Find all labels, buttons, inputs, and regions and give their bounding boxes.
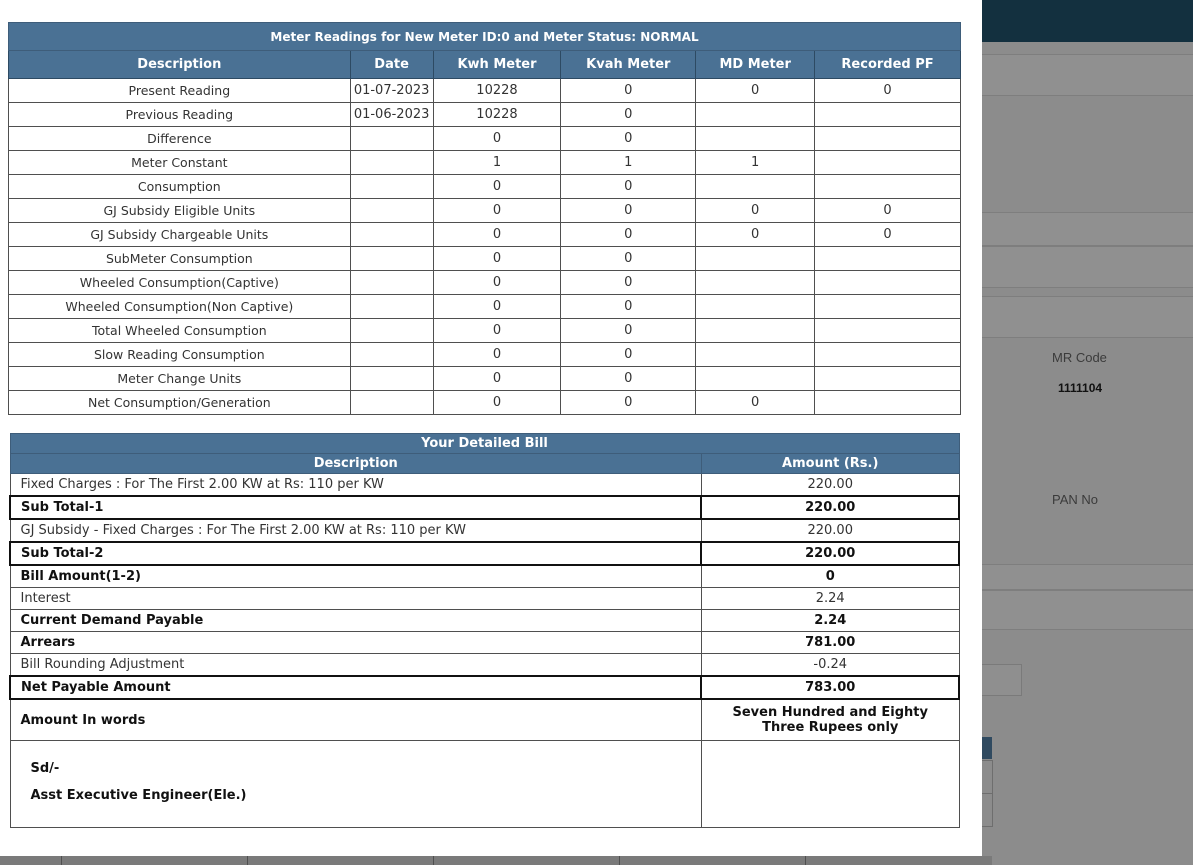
- meter-cell-date: [350, 127, 433, 151]
- meter-cell-date: [350, 175, 433, 199]
- meter-cell-date: 01-07-2023: [350, 79, 433, 103]
- bill-row: [10, 519, 959, 542]
- amount-in-words-label: Amount In words: [10, 699, 701, 741]
- background-band: [982, 564, 1193, 590]
- bill-row-label: Fixed Charges : For The First 2.00 KW at Rs: 110 per KW: [10, 474, 701, 497]
- meter-cell-description: Present Reading: [9, 79, 351, 103]
- meter-cell-md-meter: 1: [696, 151, 815, 175]
- meter-cell-description: Wheeled Consumption(Captive): [9, 271, 351, 295]
- meter-cell-recorded-pf: [815, 271, 961, 295]
- meter-cell-kwh-meter: 10228: [433, 103, 561, 127]
- bill-row-label: Current Demand Payable: [10, 610, 701, 632]
- meter-cell-date: [350, 247, 433, 271]
- meter-cell-recorded-pf: [815, 295, 961, 319]
- bill-row-amount: 783.00: [701, 676, 959, 699]
- meter-cell-kwh-meter: 0: [433, 343, 561, 367]
- meter-cell-kvah-meter: 0: [561, 367, 696, 391]
- meter-cell-recorded-pf: [815, 391, 961, 415]
- meter-cell-md-meter: 0: [696, 223, 815, 247]
- meter-row: [9, 343, 961, 367]
- bill-row-amount: 220.00: [701, 519, 959, 542]
- background-band: [982, 212, 1193, 246]
- meter-cell-md-meter: 0: [696, 199, 815, 223]
- background-band: [982, 590, 1193, 630]
- meter-row: [9, 271, 961, 295]
- meter-cell-date: [350, 391, 433, 415]
- meter-row: [9, 151, 961, 175]
- mr-code-value: 1111104: [1058, 381, 1103, 395]
- meter-cell-kwh-meter: 0: [433, 199, 561, 223]
- meter-cell-kwh-meter: 0: [433, 271, 561, 295]
- meter-row: [9, 295, 961, 319]
- bill-row-amount: 781.00: [701, 632, 959, 654]
- meter-cell-recorded-pf: [815, 151, 961, 175]
- meter-cell-date: [350, 271, 433, 295]
- meter-cell-description: Meter Constant: [9, 151, 351, 175]
- column-header-description: Description: [10, 454, 701, 474]
- meter-cell-kwh-meter: 0: [433, 127, 561, 151]
- bill-row: [10, 588, 959, 610]
- meter-cell-date: [350, 367, 433, 391]
- meter-cell-description: Difference: [9, 127, 351, 151]
- meter-cell-kwh-meter: 0: [433, 319, 561, 343]
- column-header-recorded-pf: Recorded PF: [815, 51, 961, 79]
- meter-cell-date: [350, 199, 433, 223]
- detailed-bill-title: Your Detailed Bill: [10, 434, 959, 454]
- background-table-header: [982, 737, 992, 759]
- meter-cell-kvah-meter: 0: [561, 223, 696, 247]
- meter-cell-md-meter: 0: [696, 391, 815, 415]
- meter-row: [9, 391, 961, 415]
- meter-cell-kwh-meter: 0: [433, 367, 561, 391]
- bill-row-amount: -0.24: [701, 654, 959, 677]
- meter-cell-recorded-pf: [815, 127, 961, 151]
- meter-cell-recorded-pf: 0: [815, 199, 961, 223]
- meter-row: [9, 319, 961, 343]
- bill-row-label: GJ Subsidy - Fixed Charges : For The First 2.00 KW at Rs: 110 per KW: [10, 519, 701, 542]
- bill-row-label: Interest: [10, 588, 701, 610]
- meter-cell-recorded-pf: [815, 175, 961, 199]
- meter-cell-md-meter: 0: [696, 79, 815, 103]
- meter-row: [9, 175, 961, 199]
- meter-cell-kvah-meter: 0: [561, 343, 696, 367]
- meter-row: [9, 127, 961, 151]
- meter-cell-description: Consumption: [9, 175, 351, 199]
- bill-row-label: Net Payable Amount: [10, 676, 701, 699]
- meter-row: [9, 103, 961, 127]
- meter-cell-md-meter: [696, 103, 815, 127]
- bill-row: [10, 496, 959, 519]
- bill-row: [10, 632, 959, 654]
- meter-cell-kvah-meter: 0: [561, 319, 696, 343]
- bill-row: [10, 565, 959, 588]
- meter-cell-description: GJ Subsidy Eligible Units: [9, 199, 351, 223]
- background-input[interactable]: [982, 664, 1022, 696]
- meter-cell-kvah-meter: 0: [561, 103, 696, 127]
- meter-cell-md-meter: [696, 127, 815, 151]
- meter-readings-title: Meter Readings for New Meter ID:0 and Meter Status: NORMAL: [9, 23, 961, 51]
- signature-block: [10, 741, 701, 828]
- meter-cell-date: [350, 151, 433, 175]
- column-header-amount: Amount (Rs.): [701, 454, 959, 474]
- background-band: [982, 296, 1193, 338]
- meter-row: [9, 367, 961, 391]
- meter-cell-date: [350, 223, 433, 247]
- bill-row-label: Sub Total-2: [10, 542, 701, 565]
- meter-row: [9, 79, 961, 103]
- signature-empty-cell: [701, 741, 959, 828]
- meter-cell-kvah-meter: 0: [561, 247, 696, 271]
- meter-cell-kvah-meter: 1: [561, 151, 696, 175]
- meter-cell-kvah-meter: 0: [561, 271, 696, 295]
- meter-row: [9, 247, 961, 271]
- meter-cell-kwh-meter: 0: [433, 295, 561, 319]
- meter-cell-md-meter: [696, 319, 815, 343]
- meter-cell-kvah-meter: 0: [561, 79, 696, 103]
- meter-cell-description: GJ Subsidy Chargeable Units: [9, 223, 351, 247]
- meter-cell-description: Wheeled Consumption(Non Captive): [9, 295, 351, 319]
- bill-row-label: Bill Amount(1-2): [10, 565, 701, 588]
- bill-row-amount: 2.24: [701, 610, 959, 632]
- bill-row: [10, 654, 959, 677]
- meter-cell-description: Net Consumption/Generation: [9, 391, 351, 415]
- meter-cell-kwh-meter: 10228: [433, 79, 561, 103]
- meter-cell-kwh-meter: 0: [433, 223, 561, 247]
- bill-row-amount: 2.24: [701, 588, 959, 610]
- meter-cell-recorded-pf: 0: [815, 79, 961, 103]
- bill-row-label: Sub Total-1: [10, 496, 701, 519]
- meter-cell-kvah-meter: 0: [561, 127, 696, 151]
- meter-cell-md-meter: [696, 247, 815, 271]
- meter-cell-description: SubMeter Consumption: [9, 247, 351, 271]
- meter-cell-recorded-pf: [815, 103, 961, 127]
- designation-text: Asst Executive Engineer(Ele.): [30, 788, 247, 803]
- meter-row: [9, 223, 961, 247]
- meter-cell-date: [350, 343, 433, 367]
- meter-cell-kwh-meter: 0: [433, 247, 561, 271]
- signature-text: Sd/-: [30, 761, 60, 776]
- column-header-kvah-meter: Kvah Meter: [561, 51, 696, 79]
- meter-cell-recorded-pf: [815, 367, 961, 391]
- bill-row: [10, 676, 959, 699]
- bill-row: [10, 474, 959, 497]
- mr-code-label: MR Code: [1052, 350, 1107, 365]
- bill-row-amount: 220.00: [701, 496, 959, 519]
- column-header-description: Description: [9, 51, 351, 79]
- meter-cell-kvah-meter: 0: [561, 391, 696, 415]
- detailed-bill-table: [9, 433, 960, 828]
- column-header-date: Date: [350, 51, 433, 79]
- background-header-bar: [982, 0, 1193, 42]
- meter-cell-date: 01-06-2023: [350, 103, 433, 127]
- background-table-cell: [982, 760, 993, 794]
- bill-row: [10, 610, 959, 632]
- meter-row: [9, 199, 961, 223]
- meter-readings-table: [8, 22, 961, 415]
- meter-cell-kvah-meter: 0: [561, 199, 696, 223]
- meter-cell-md-meter: [696, 175, 815, 199]
- meter-cell-kvah-meter: 0: [561, 175, 696, 199]
- meter-cell-kvah-meter: 0: [561, 295, 696, 319]
- meter-cell-recorded-pf: [815, 247, 961, 271]
- meter-cell-description: Previous Reading: [9, 103, 351, 127]
- bill-row-label: Bill Rounding Adjustment: [10, 654, 701, 677]
- meter-cell-kwh-meter: 0: [433, 175, 561, 199]
- meter-cell-kwh-meter: 1: [433, 151, 561, 175]
- bill-row-label: Arrears: [10, 632, 701, 654]
- meter-cell-recorded-pf: 0: [815, 223, 961, 247]
- bill-row-amount: 220.00: [701, 542, 959, 565]
- bill-row-amount: 220.00: [701, 474, 959, 497]
- column-header-md-meter: MD Meter: [696, 51, 815, 79]
- bill-row-amount: 0: [701, 565, 959, 588]
- meter-cell-recorded-pf: [815, 319, 961, 343]
- meter-cell-description: Slow Reading Consumption: [9, 343, 351, 367]
- meter-cell-description: Total Wheeled Consumption: [9, 319, 351, 343]
- background-band: [982, 246, 1193, 288]
- background-bottom-strip: [0, 856, 992, 865]
- meter-cell-kwh-meter: 0: [433, 391, 561, 415]
- bill-row: [10, 542, 959, 565]
- meter-cell-md-meter: [696, 367, 815, 391]
- meter-cell-md-meter: [696, 343, 815, 367]
- meter-cell-md-meter: [696, 271, 815, 295]
- pan-no-label: PAN No: [1052, 492, 1098, 507]
- meter-cell-description: Meter Change Units: [9, 367, 351, 391]
- meter-cell-date: [350, 295, 433, 319]
- meter-cell-date: [350, 319, 433, 343]
- meter-cell-md-meter: [696, 295, 815, 319]
- background-band: [982, 54, 1193, 96]
- meter-cell-recorded-pf: [815, 343, 961, 367]
- column-header-kwh-meter: Kwh Meter: [433, 51, 561, 79]
- background-table-cell: [982, 793, 993, 827]
- amount-in-words-value: Seven Hundred and Eighty Three Rupees only: [701, 699, 959, 741]
